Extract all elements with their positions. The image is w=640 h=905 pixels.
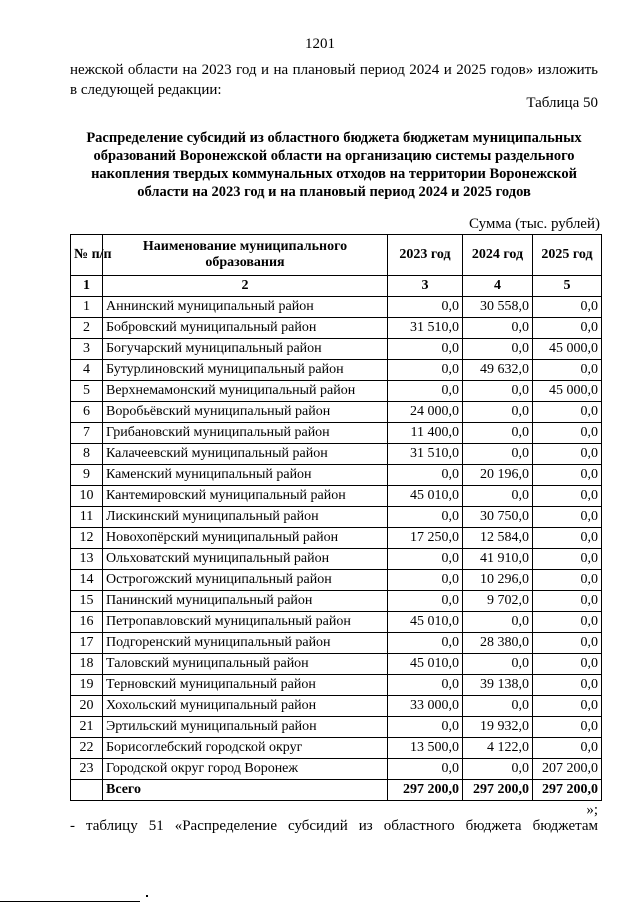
municipality-name: Кантемировский муниципальный район [103, 486, 388, 507]
row-number: 6 [71, 402, 103, 423]
municipality-name: Калачеевский муниципальный район [103, 444, 388, 465]
row-number: 3 [71, 339, 103, 360]
table-heading: Распределение субсидий из областного бюджета бюджетам муниципальных образований Воронежской области на организацию системы раздельного накопления твердых коммунальных отходов на территории Воронежской области на 2023 год и на плановый период 2024 и 2025 годов [86, 130, 582, 200]
table-row [71, 318, 602, 339]
value-2025: 0,0 [533, 717, 602, 738]
municipality-name: Панинский муниципальный район [103, 591, 388, 612]
value-2024: 0,0 [463, 339, 533, 360]
value-2024: 0,0 [463, 423, 533, 444]
table-row [71, 339, 602, 360]
total-label: Всего [103, 780, 388, 801]
municipality-name: Петропавловский муниципальный район [103, 612, 388, 633]
table-row [71, 591, 602, 612]
municipality-name: Воробьёвский муниципальный район [103, 402, 388, 423]
municipality-name: Лискинский муниципальный район [103, 507, 388, 528]
row-number: 15 [71, 591, 103, 612]
value-2024: 0,0 [463, 486, 533, 507]
value-2023: 0,0 [388, 339, 463, 360]
row-number: 9 [71, 465, 103, 486]
value-2023: 0,0 [388, 759, 463, 780]
municipality-name: Хохольский муниципальный район [103, 696, 388, 717]
value-2024: 0,0 [463, 696, 533, 717]
row-number: 14 [71, 570, 103, 591]
total-2023: 297 200,0 [388, 780, 463, 801]
table-row [71, 570, 602, 591]
col-number: 5 [533, 276, 602, 297]
row-number: 8 [71, 444, 103, 465]
col-header-2024: 2024 год [463, 235, 533, 276]
value-2025: 45 000,0 [533, 381, 602, 402]
value-2025: 0,0 [533, 465, 602, 486]
municipality-name: Верхнемамонский муниципальный район [103, 381, 388, 402]
value-2024: 30 750,0 [463, 507, 533, 528]
col-number: 1 [71, 276, 103, 297]
row-number: 13 [71, 549, 103, 570]
row-number: 22 [71, 738, 103, 759]
row-number: 5 [71, 381, 103, 402]
municipality-name: Терновский муниципальный район [103, 675, 388, 696]
table-row [71, 360, 602, 381]
closing-quote: »; [586, 802, 598, 818]
value-2025: 0,0 [533, 507, 602, 528]
value-2023: 0,0 [388, 465, 463, 486]
table-header-row [71, 235, 602, 276]
row-number: 18 [71, 654, 103, 675]
next-paragraph: - таблицу 51 «Распределение субсидий из областного бюджета бюджетам [70, 818, 598, 834]
value-2024: 39 138,0 [463, 675, 533, 696]
value-2023: 45 010,0 [388, 486, 463, 507]
municipality-name: Бутурлиновский муниципальный район [103, 360, 388, 381]
value-2024: 0,0 [463, 759, 533, 780]
table-row [71, 507, 602, 528]
value-2025: 0,0 [533, 402, 602, 423]
table-row [71, 528, 602, 549]
table-row [71, 402, 602, 423]
municipality-name: Ольховатский муниципальный район [103, 549, 388, 570]
municipality-name: Городской округ город Воронеж [103, 759, 388, 780]
value-2023: 0,0 [388, 297, 463, 318]
municipality-name: Новохопёрский муниципальный район [103, 528, 388, 549]
table-row [71, 717, 602, 738]
value-2025: 0,0 [533, 570, 602, 591]
footnote-divider [0, 901, 140, 902]
total-2024: 297 200,0 [463, 780, 533, 801]
value-2025: 0,0 [533, 675, 602, 696]
value-2024: 41 910,0 [463, 549, 533, 570]
value-2023: 24 000,0 [388, 402, 463, 423]
row-number: 21 [71, 717, 103, 738]
value-2023: 33 000,0 [388, 696, 463, 717]
row-number: 19 [71, 675, 103, 696]
municipality-name: Борисоглебский городской округ [103, 738, 388, 759]
table-row [71, 381, 602, 402]
value-2025: 0,0 [533, 360, 602, 381]
value-2024: 19 932,0 [463, 717, 533, 738]
municipality-name: Грибановский муниципальный район [103, 423, 388, 444]
value-2025: 0,0 [533, 738, 602, 759]
row-number: 7 [71, 423, 103, 444]
col-number: 4 [463, 276, 533, 297]
value-2025: 0,0 [533, 654, 602, 675]
municipality-name: Эртильский муниципальный район [103, 717, 388, 738]
table-row [71, 549, 602, 570]
value-2025: 0,0 [533, 318, 602, 339]
municipality-name: Аннинский муниципальный район [103, 297, 388, 318]
value-2023: 11 400,0 [388, 423, 463, 444]
table-row [71, 423, 602, 444]
value-2023: 0,0 [388, 507, 463, 528]
units-caption: Сумма (тыс. рублей) [468, 216, 600, 232]
row-number: 11 [71, 507, 103, 528]
value-2024: 30 558,0 [463, 297, 533, 318]
value-2025: 0,0 [533, 528, 602, 549]
municipality-name: Острогожский муниципальный район [103, 570, 388, 591]
subsidies-table [70, 234, 602, 801]
total-num-cell [71, 780, 103, 801]
municipality-name: Бобровский муниципальный район [103, 318, 388, 339]
row-number: 4 [71, 360, 103, 381]
col-header-num: № п/п [71, 235, 103, 276]
table-row [71, 738, 602, 759]
row-number: 10 [71, 486, 103, 507]
municipality-name: Таловский муниципальный район [103, 654, 388, 675]
footnote-mark [146, 895, 148, 897]
col-number: 2 [103, 276, 388, 297]
value-2024: 12 584,0 [463, 528, 533, 549]
table-row [71, 486, 602, 507]
col-header-2025: 2025 год [533, 235, 602, 276]
value-2025: 0,0 [533, 423, 602, 444]
value-2023: 0,0 [388, 591, 463, 612]
table-row [71, 696, 602, 717]
table-row [71, 297, 602, 318]
table-row [71, 633, 602, 654]
value-2023: 31 510,0 [388, 318, 463, 339]
value-2024: 0,0 [463, 654, 533, 675]
value-2023: 0,0 [388, 570, 463, 591]
value-2025: 0,0 [533, 591, 602, 612]
table-row [71, 444, 602, 465]
col-header-2023: 2023 год [388, 235, 463, 276]
value-2024: 0,0 [463, 318, 533, 339]
row-number: 1 [71, 297, 103, 318]
value-2024: 20 196,0 [463, 465, 533, 486]
value-2025: 45 000,0 [533, 339, 602, 360]
value-2023: 45 010,0 [388, 612, 463, 633]
municipality-name: Каменский муниципальный район [103, 465, 388, 486]
value-2025: 0,0 [533, 444, 602, 465]
row-number: 2 [71, 318, 103, 339]
table-row [71, 654, 602, 675]
table-row [71, 675, 602, 696]
value-2024: 0,0 [463, 444, 533, 465]
value-2023: 0,0 [388, 633, 463, 654]
table-row [71, 759, 602, 780]
row-number: 17 [71, 633, 103, 654]
value-2024: 49 632,0 [463, 360, 533, 381]
value-2025: 0,0 [533, 612, 602, 633]
value-2023: 0,0 [388, 675, 463, 696]
value-2024: 0,0 [463, 381, 533, 402]
value-2024: 4 122,0 [463, 738, 533, 759]
value-2025: 0,0 [533, 696, 602, 717]
value-2023: 0,0 [388, 381, 463, 402]
col-header-name: Наименование муниципального образования [103, 235, 388, 276]
value-2024: 0,0 [463, 612, 533, 633]
row-number: 12 [71, 528, 103, 549]
row-number: 16 [71, 612, 103, 633]
value-2023: 0,0 [388, 360, 463, 381]
value-2023: 0,0 [388, 549, 463, 570]
value-2025: 0,0 [533, 486, 602, 507]
value-2025: 0,0 [533, 297, 602, 318]
table-label: Таблица 50 [526, 95, 598, 111]
value-2025: 0,0 [533, 549, 602, 570]
column-number-row [71, 276, 602, 297]
value-2024: 10 296,0 [463, 570, 533, 591]
value-2025: 207 200,0 [533, 759, 602, 780]
value-2023: 13 500,0 [388, 738, 463, 759]
value-2023: 0,0 [388, 717, 463, 738]
value-2023: 31 510,0 [388, 444, 463, 465]
row-number: 20 [71, 696, 103, 717]
value-2024: 9 702,0 [463, 591, 533, 612]
value-2024: 0,0 [463, 402, 533, 423]
value-2024: 28 380,0 [463, 633, 533, 654]
total-row [71, 780, 602, 801]
value-2023: 17 250,0 [388, 528, 463, 549]
intro-paragraph: нежской области на 2023 год и на плановый период 2024 и 2025 годов» изложить в следующей редакции: [70, 62, 598, 98]
table-row [71, 465, 602, 486]
row-number: 23 [71, 759, 103, 780]
col-number: 3 [388, 276, 463, 297]
municipality-name: Богучарский муниципальный район [103, 339, 388, 360]
page-number: 1201 [305, 36, 335, 52]
value-2023: 45 010,0 [388, 654, 463, 675]
total-2025: 297 200,0 [533, 780, 602, 801]
municipality-name: Подгоренский муниципальный район [103, 633, 388, 654]
table-row [71, 612, 602, 633]
value-2025: 0,0 [533, 633, 602, 654]
